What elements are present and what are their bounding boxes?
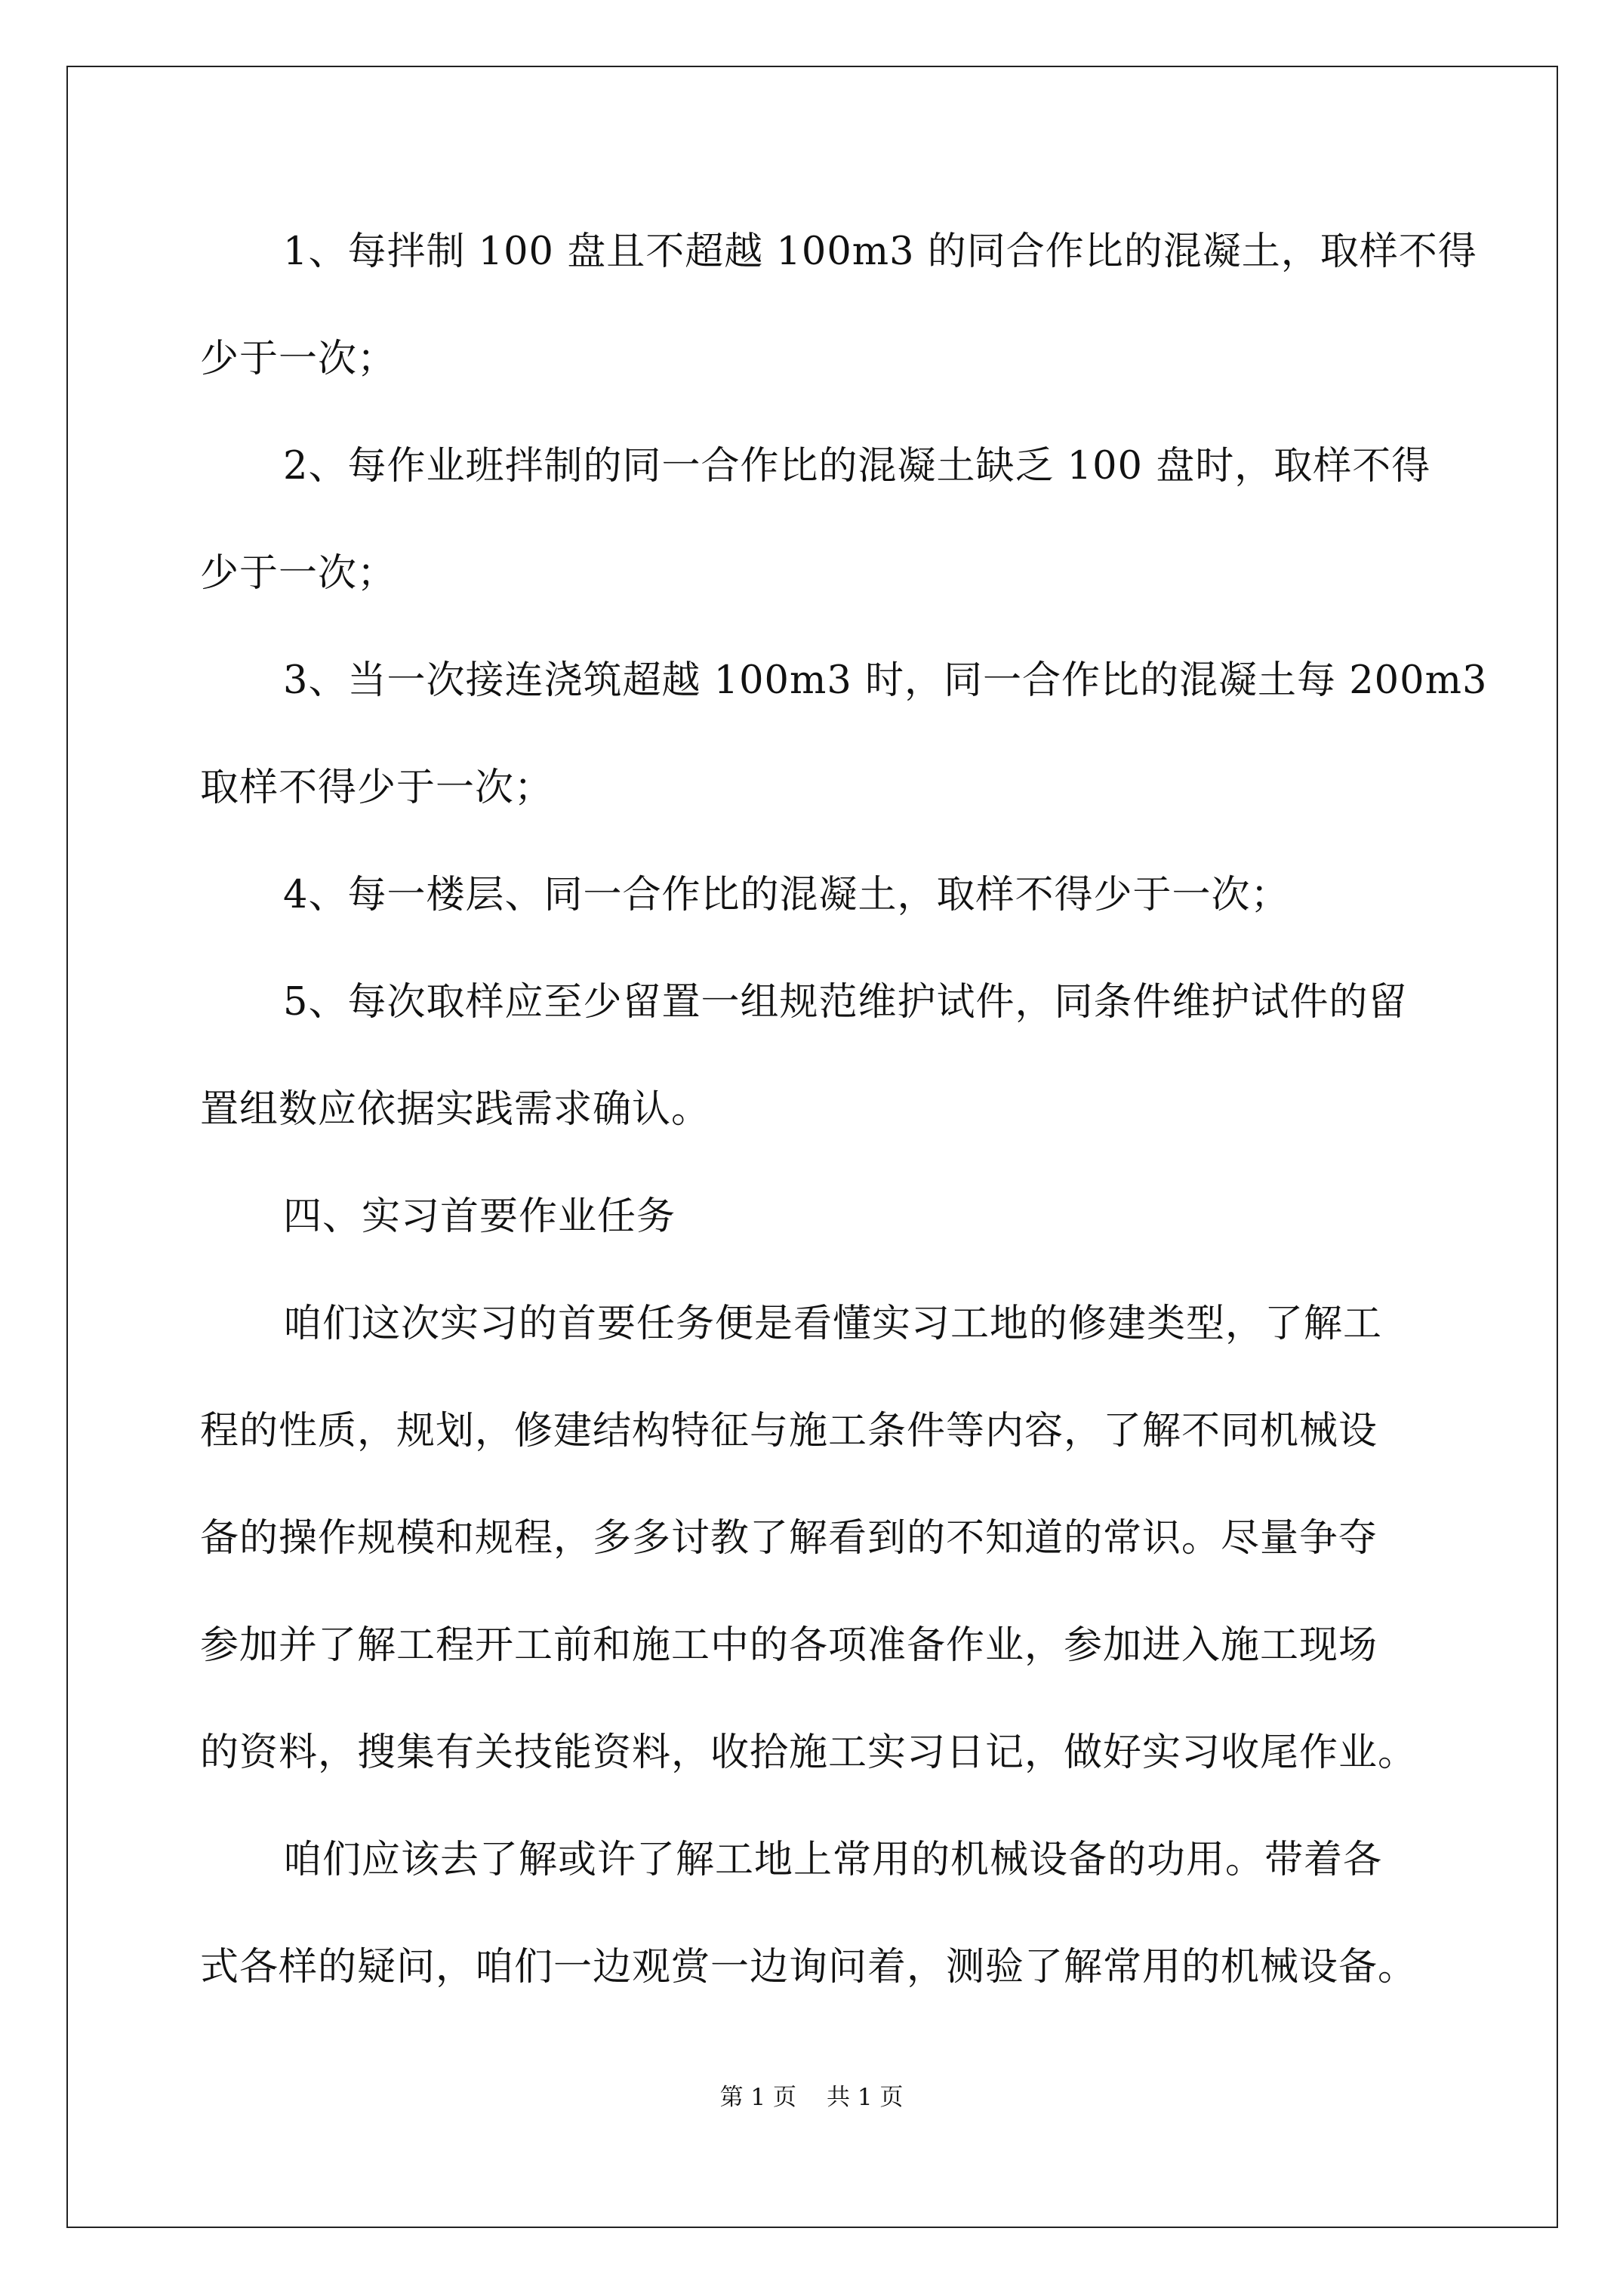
paragraph-line: 2、每作业班拌制的同一合作比的混凝土缺乏 100 盘时，取样不得 — [283, 444, 1431, 488]
paragraph-line: 少于一次； — [200, 551, 397, 596]
paragraph-line: 取样不得少于一次； — [200, 766, 554, 810]
paragraph-line: 咱们应该去了解或许了解工地上常用的机械设备的功用。带着各 — [283, 1838, 1383, 1882]
paragraph-line: 3、当一次接连浇筑超越 100m3 时，同一合作比的混凝土每 200m3 — [283, 658, 1488, 703]
page-footer — [0, 2082, 1623, 2113]
paragraph-line: 备的操作规模和规程，多多讨教了解看到的不知道的常识。尽量争夺 — [200, 1516, 1378, 1561]
paragraph-line: 置组数应依据实践需求确认。 — [200, 1087, 711, 1132]
section-heading: 四、实习首要作业任务 — [283, 1194, 676, 1239]
page-number: 第 1 页 — [719, 2084, 796, 2111]
paragraph-line: 咱们这次实习的首要任务便是看懂实习工地的修建类型，了解工 — [283, 1302, 1383, 1346]
page-total: 共 1 页 — [827, 2084, 904, 2111]
paragraph-line: 少于一次； — [200, 337, 397, 381]
paragraph-line: 式各样的疑问，咱们一边观赏一边询问着，测验了解常用的机械设备。 — [200, 1945, 1418, 1989]
paragraph-line: 4、每一楼层、同一合作比的混凝土，取样不得少于一次； — [283, 873, 1290, 917]
paragraph-line: 1、每拌制 100 盘且不超越 100m3 的同合作比的混凝土，取样不得 — [283, 230, 1477, 274]
paragraph-line: 程的性质，规划，修建结构特征与施工条件等内容，了解不同机械设 — [200, 1409, 1378, 1453]
paragraph-line: 的资料，搜集有关技能资料，收拾施工实习日记，做好实习收尾作业。 — [200, 1730, 1418, 1775]
paragraph-line: 5、每次取样应至少留置一组规范维护试件，同条件维护试件的留 — [283, 980, 1408, 1025]
paragraph-line: 参加并了解工程开工前和施工中的各项准备作业，参加进入施工现场 — [200, 1623, 1378, 1668]
page-border — [66, 66, 1558, 2228]
